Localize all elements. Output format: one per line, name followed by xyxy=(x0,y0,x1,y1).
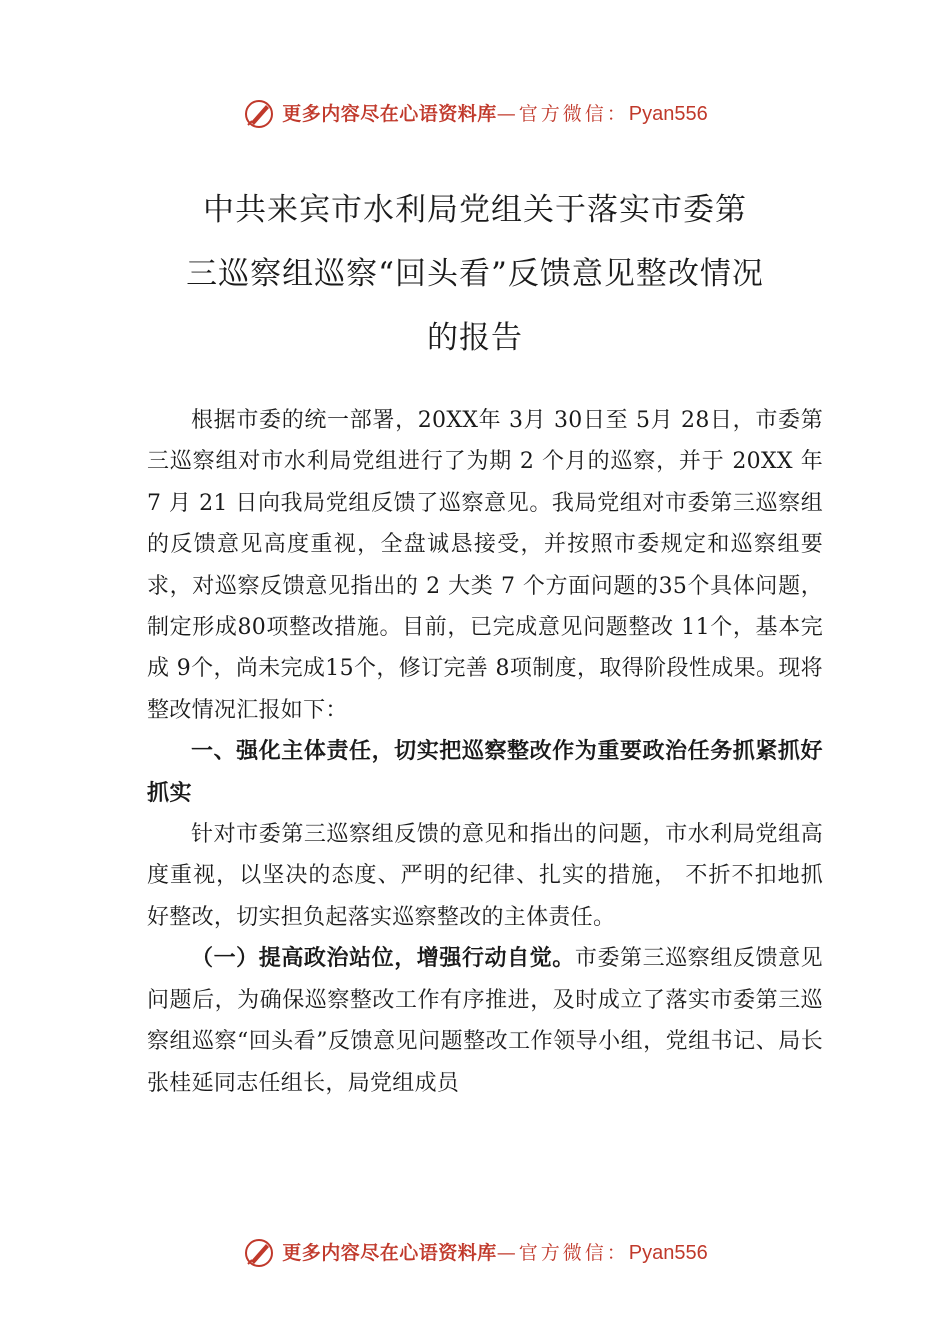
watermark-brand: 更多内容尽在心语资料库 xyxy=(282,1242,497,1264)
watermark-separator: —官方微信： xyxy=(496,1242,629,1264)
subsection-heading-1: （一）提高政治站位，增强行动自觉。 xyxy=(191,945,575,972)
pen-logo-icon xyxy=(242,1236,276,1270)
watermark-wechat-id: Pyan556 xyxy=(628,103,708,125)
watermark-wechat-id: Pyan556 xyxy=(628,1242,708,1264)
paragraph-section-1: 针对市委第三巡察组反馈的意见和指出的问题，市水利局党组高度重视，以坚决的态度、严明的纪律、扎实的措施， 不折不扣地抓好整改，切实担负起落实巡察整改的主体责任。 xyxy=(147,822,823,930)
document-body xyxy=(147,400,823,1104)
pen-logo-icon xyxy=(242,97,276,131)
watermark-bottom xyxy=(0,1233,950,1273)
paragraph-intro: 根据市委的统一部署，20XX年 3月 30日至 5月 28日，市委第三巡察组对市水利局党组进行了为期 2 个月的巡察，并于 20XX 年 7 月 21 日向我局党组反馈了巡察意见。我局党组对市委第三巡察组的反馈意见高度重视，全盘诚恳接受，并按照市委规定和巡察组要求，对巡察反馈意见指出的 2 大类 7 个方面问题的35个具体问题，制定形成80项整改措施。目前，已完成意见问题整改 11个，基本完成 9个，尚未完成15个，修订完善 8项制度，取得阶段性成果。现将整改情况汇报如下： xyxy=(147,408,823,723)
watermark-separator: —官方微信： xyxy=(496,103,629,125)
paragraph-subsection-1 xyxy=(147,938,823,1104)
section-heading-1: 一、强化主体责任，切实把巡察整改作为重要政治任务抓紧抓好抓实 xyxy=(147,739,823,806)
title-line-2: 三巡察组巡察“回头看”反馈意见整改情况 xyxy=(186,256,764,292)
subsection-text-1: 市委第三巡察组反馈意见问题后，为确保巡察整改工作有序推进，及时成立了落实市委第三巡察组巡察“回头看”反馈意见问题整改工作领导小组，党组书记、局长张桂延同志任组长，局党组成员 xyxy=(147,946,823,1096)
document-title xyxy=(0,178,950,370)
title-line-1: 中共来宾市水利局党组关于落实市委第 xyxy=(203,192,747,228)
watermark-brand: 更多内容尽在心语资料库 xyxy=(282,103,497,125)
title-line-3: 的报告 xyxy=(427,320,523,356)
watermark-top xyxy=(0,94,950,134)
